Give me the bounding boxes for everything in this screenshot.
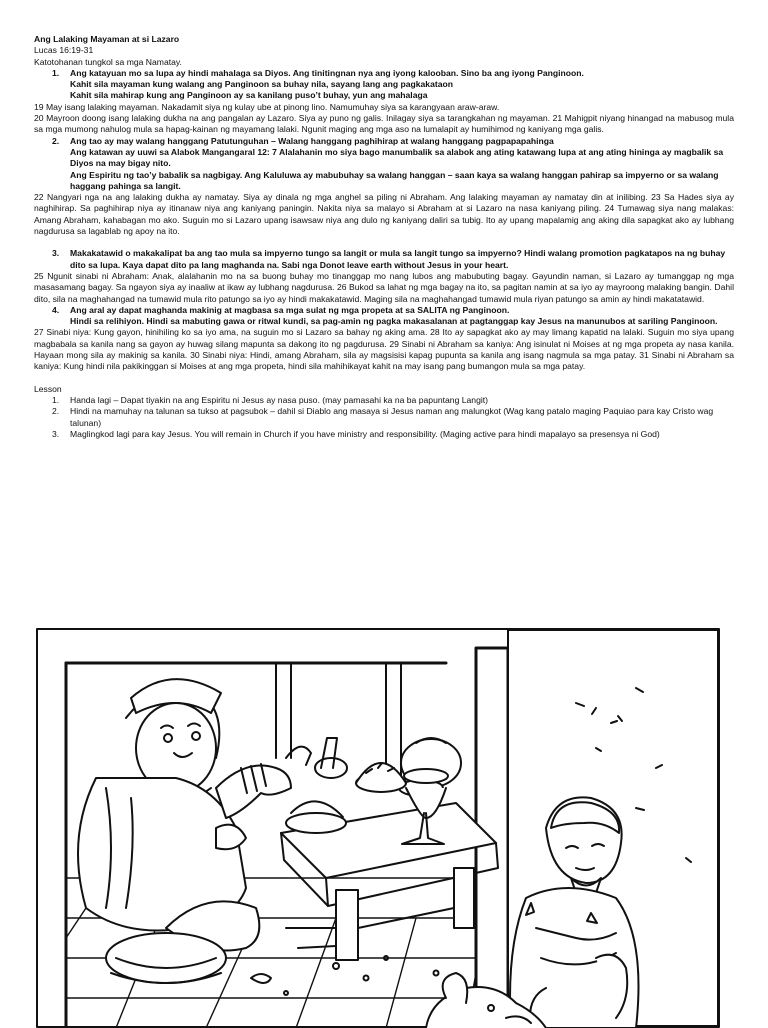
verse-paragraph: 19 May isang lalaking mayaman. Nakadamit siya ng kulay ube at pinong lino. Namumuhay siya sa karangyaan araw-araw. (34, 101, 500, 112)
document-text (34, 34, 734, 440)
lesson-number: 1. (52, 394, 60, 405)
point-line: Kahit sila mayaman kung walang ang Panginoon sa buhay nila, sayang lang ang pagkakataon (70, 79, 453, 90)
point-list-2 (34, 136, 734, 192)
point-list-1 (34, 68, 734, 102)
point-line: Ang Espiritu ng tao’y babalik sa nagbigay. Ang Kaluluwa ay mabubuhay sa walang hanggan – saan kaya sa walang hanggan pahirap sa impyerno or sa walang haggang pahinga sa langit. (70, 169, 719, 191)
lesson-item (34, 395, 734, 406)
lesson-text: Handa lagi – Dapat tiyakin na ang Espiritu ni Jesus ay nasa puso. (may pamasahi ka na ba papuntang Langit) (70, 394, 489, 405)
rich-man-lazarus-illustration (36, 628, 720, 1028)
point-3 (34, 248, 734, 271)
point-list-3 (34, 248, 734, 271)
verse-paragraph: 27 Sinabi niya: Kung gayon, hinihiling ko sa iyo ama, na suguin mo si Lazaro sa bahay ng aking ama. 28 Ito ay sapagkat ako ay may limang kapatid na lalaki. Suguin mo siya upang magbabala sa kanila nang sa gayon ay huwag silang mapunta sa dakong ito ng pagdurusa. 29 Sinabi ni Abraham sa kaniya: Ang isinulat ni Moises at ng mga propeta ay nasa kanila. Hayaan mong sila ay makinig sa kanila. 30 Sinabi niya: Hindi, amang Abraham, sila ay magsisisi kapag pupunta sa kanila ang isang nagmula sa mga patay. 31 Sinabi ni Abraham sa kaniya: Kung hindi nila pakikinggan si Moises at ang mga propeta, hindi sila mahihikayat kahit na may isang pang bumangon mula sa mga patay. (34, 327, 734, 372)
point-4 (34, 305, 734, 328)
point-2 (34, 136, 734, 192)
doc-subtitle: Katotohanan tungkol sa mga Namatay. (34, 56, 182, 67)
doc-title: Ang Lalaking Mayaman at si Lazaro (34, 34, 180, 44)
scripture-reference: Lucas 16:19-31 (34, 45, 94, 56)
lesson-text: Hindi na mamuhay na talunan sa tukso at pagsubok – dahil si Diablo ang masaya si Jesus naman ang malungkot (Wag kang patalo maging Paquiao para kay Cristo wag talunan) (70, 406, 714, 428)
verse-paragraph: 25 Ngunit sinabi ni Abraham: Anak, alalahanin mo na sa buong buhay mo tinanggap mo nang lubos ang mabubuting bagay. Gayundin naman, si Lazaro ay tumanggap ng mga masasamang bagay. Sa ngayon siya ay inaaliw at ikaw ay lubhang nagdurusa. 26 Bukod sa lahat ng mga bagay na ito, sa pagitan namin at sa iyo ay mayroong malaking bangin. Dahil dito, sila na maghahangad na tumawid mula rito patungo sa iyo ay hindi makakatawid. Maging sila na maghahangad tumawid mula riyan patungo sa amin ay hindi makatatawid. (34, 270, 734, 304)
lesson-text: Maglingkod lagi para kay Jesus. You will remain in Church if you have ministry and responsibility. (Maging active para hindi mapalayo sa presensya ni God) (70, 428, 660, 439)
lesson-number: 2. (52, 406, 60, 417)
lesson-heading: Lesson (34, 383, 62, 394)
point-number: 2. (52, 135, 60, 146)
point-number: 3. (52, 248, 60, 259)
point-line: Ang katayuan mo sa lupa ay hindi mahalaga sa Diyos. Ang tinitingnan nya ang iyong kalooban. Sino ba ang iyong Panginoon. (70, 67, 584, 78)
point-line: Makakatawid o makakalipat ba ang tao mula sa impyerno tungo sa langit or mula sa langit tungo sa impyerno? Hindi walang promotion pagkatapos na ng buhay dito sa lupa. Kaya dapat dito pa lang maghanda na. Sabi nga Donot leave earth without Jesus in your heart. (70, 248, 726, 270)
verse-paragraph: 20 Mayroon doong isang lalaking dukha na ang pangalan ay Lazaro. Siya ay puno ng galis. Inilagay siya sa tarangkahan ng mayaman. 21 Mahigpit niyang hinangad na mabusog mula sa mga mumong nahulog mula sa hapag-kainan ng mayamang lalaki. Ngunit maging ang mga aso na lumalapit ay humihimod ng kaniyang mga galis. (34, 113, 734, 135)
point-line: Ang katawan ay uuwi sa Alabok Mangangaral 12: 7 Alalahanin mo siya bago manumbalik sa alabok ang ating katawang lupa at ang ating hininga ay magbalik sa Diyos na may bigay nito. (70, 146, 724, 169)
point-list-4 (34, 305, 734, 328)
point-number: 4. (52, 304, 60, 315)
lesson-item (34, 429, 734, 440)
point-line: Hindi sa relihiyon. Hindi sa mabuting gawa or ritwal kundi, sa pag-amin ng pagka makasalanan at pagtanggap kay Jesus na manunubos at sariling Panginoon. (70, 316, 718, 327)
point-line: Kahit sila mahirap kung ang Panginoon ay sa kanilang puso’t buhay, yun ang mahalaga (70, 90, 428, 101)
lesson-list (34, 395, 734, 440)
point-number: 1. (52, 67, 60, 78)
lesson-number: 3. (52, 428, 60, 439)
point-line: Ang aral ay dapat maghanda makinig at magbasa sa mga sulat ng mga propeta at sa SALITA ng Panginoon. (70, 304, 510, 315)
point-line: Ang tao ay may walang hanggang Patutunguhan – Walang hanggang paghihirap at walang hanggang pagpapapahinga (70, 135, 554, 146)
lesson-item (34, 406, 734, 429)
verse-paragraph: 22 Nangyari nga na ang lalaking dukha ay namatay. Siya ay dinala ng mga anghel sa piling ni Abraham. Ang lalaking mayaman ay namatay din at inilibing. 23 Sa Hades siya ay naghihirap. Sa paghihirap niya ay itinanaw niya ang kaniyang paningin. Nakita niya sa malayo si Abraham at si Lazaro na nasa kaniyang piling. 24 Tumawag siya nang malakas: Amang Abraham, kahabagan mo ako. Suguin mo si Lazaro upang isawsaw niya ang dulo ng kaniyang daliri sa tubig. Ito ay upang mapalamig ang aking dila sapagkat ako ay lubhang nagdurusa sa lagablab ng apoy na ito. (34, 192, 734, 237)
point-1 (34, 68, 734, 102)
